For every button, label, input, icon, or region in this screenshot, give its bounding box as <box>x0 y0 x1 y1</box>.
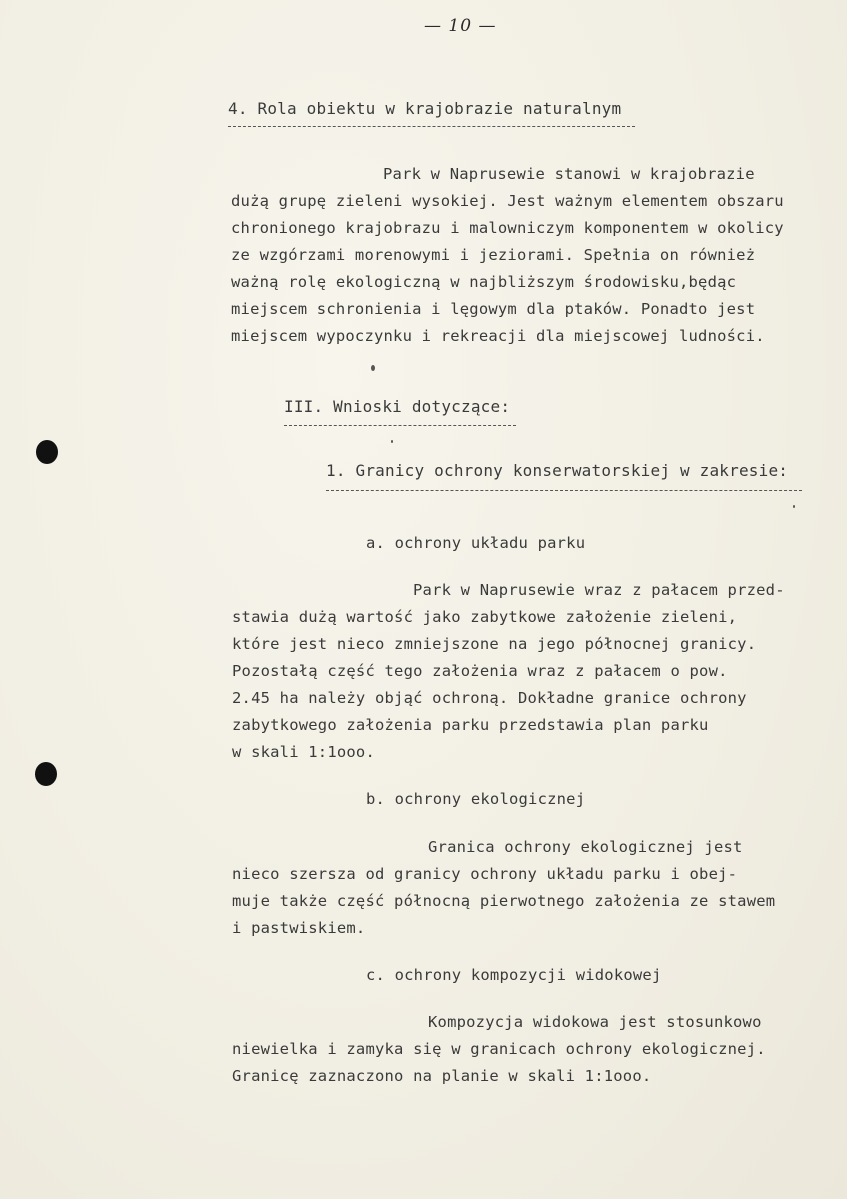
page-number: — 10 — <box>424 16 497 36</box>
section-3-heading: III. Wnioski dotyczące: <box>284 397 511 416</box>
paragraph-line: nieco szersza od granicy ochrony układu parku i obej- <box>232 865 738 883</box>
part-b-heading: b. ochrony ekologicznej <box>366 790 586 808</box>
paragraph-line: Pozostałą część tego założenia wraz z pałacem o pow. <box>232 662 728 680</box>
paragraph-line: Park w Naprusewie stanowi w krajobrazie <box>383 165 755 183</box>
paragraph-line: Kompozycja widokowa jest stosunkowo <box>428 1013 762 1031</box>
subsection-1-heading: 1. Granicy ochrony konserwatorskiej w zakresie: <box>326 461 789 480</box>
paragraph-line: Park w Naprusewie wraz z pałacem przed- <box>413 581 785 599</box>
heading-underline <box>284 425 516 426</box>
paragraph-line: dużą grupę zieleni wysokiej. Jest ważnym elementem obszaru <box>231 192 784 210</box>
paragraph-line: w skali 1:1ooo. <box>232 743 375 761</box>
heading-underline <box>228 126 635 127</box>
paragraph-line: niewielka i zamyka się w granicach ochrony ekologicznej. <box>232 1040 766 1058</box>
punch-hole <box>35 762 57 786</box>
punch-hole <box>36 440 58 464</box>
paragraph-line: Granica ochrony ekologicznej jest <box>428 838 743 856</box>
paragraph-line: stawia dużą wartość jako zabytkowe założenie zieleni, <box>232 608 738 626</box>
section-4-heading: 4. Rola obiektu w krajobrazie naturalnym <box>228 99 622 118</box>
paragraph-line: Granicę zaznaczono na planie w skali 1:1ooo. <box>232 1067 652 1085</box>
paragraph-line: zabytkowego założenia parku przedstawia plan parku <box>232 716 709 734</box>
ink-speck <box>371 365 375 371</box>
paragraph-line: muje także część północną pierwotnego założenia ze stawem <box>232 892 776 910</box>
paragraph-line: miejscem wypoczynku i rekreacji dla miejscowej ludności. <box>231 327 765 345</box>
paragraph-line: chronionego krajobrazu i malowniczym komponentem w okolicy <box>231 219 784 237</box>
paragraph-line: które jest nieco zmniejszone na jego północnej granicy. <box>232 635 757 653</box>
ink-speck <box>391 440 393 443</box>
paragraph-line: miejscem schronienia i lęgowym dla ptaków. Ponadto jest <box>231 300 756 318</box>
heading-underline <box>326 490 802 491</box>
paragraph-line: ze wzgórzami morenowymi i jeziorami. Spełnia on również <box>231 246 756 264</box>
paragraph-line: 2.45 ha należy objąć ochroną. Dokładne granice ochrony <box>232 689 747 707</box>
part-c-heading: c. ochrony kompozycji widokowej <box>366 966 662 984</box>
part-a-heading: a. ochrony układu parku <box>366 534 586 552</box>
paragraph-line: i pastwiskiem. <box>232 919 366 937</box>
paragraph-line: ważną rolę ekologiczną w najbliższym środowisku,będąc <box>231 273 737 291</box>
ink-speck <box>793 505 795 508</box>
